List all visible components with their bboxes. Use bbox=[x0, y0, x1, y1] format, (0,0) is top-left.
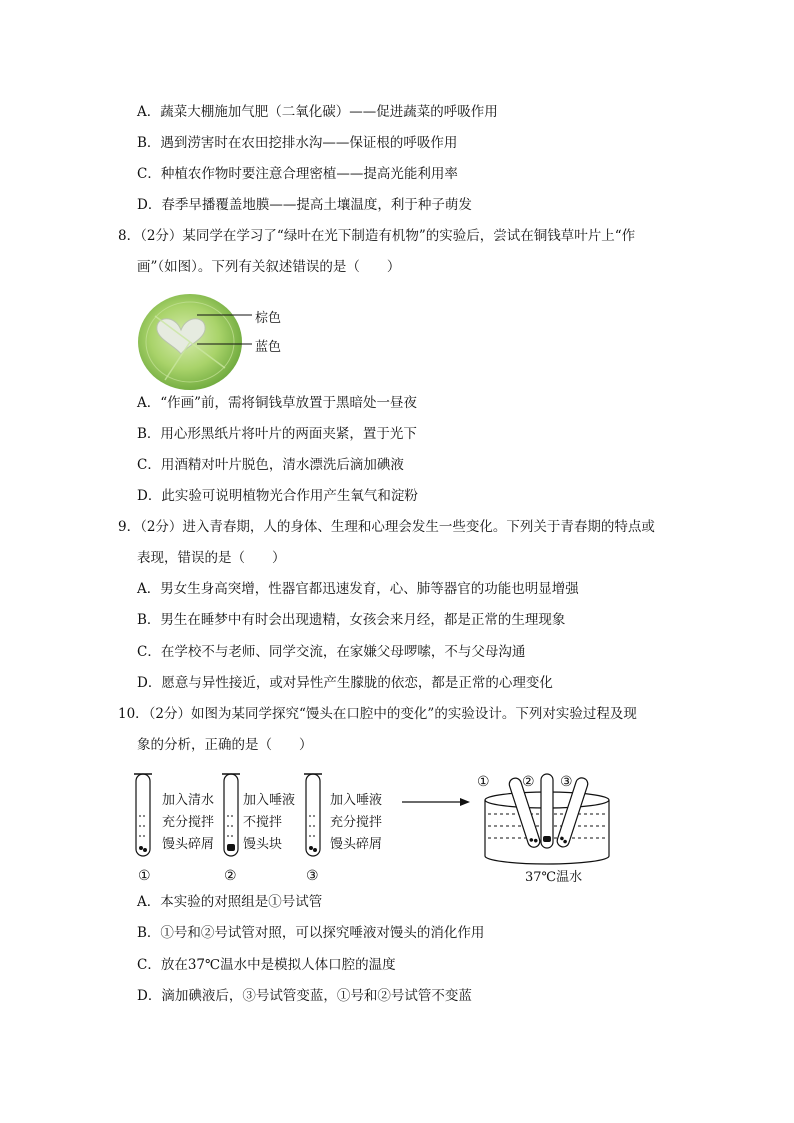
tube2-line3: 馒头块 bbox=[243, 837, 283, 852]
test-tube-2 bbox=[222, 774, 240, 856]
beaker-label: 37℃温水 bbox=[525, 870, 583, 885]
q9-option-b: B．男生在睡梦中有时会出现遗精，女孩会来月经，都是正常的生理现象 bbox=[137, 612, 566, 628]
tube2-line1: 加入唾液 bbox=[243, 793, 296, 808]
q7-option-b: B．遇到涝害时在农田挖排水沟——保证根的呼吸作用 bbox=[137, 135, 458, 151]
q8-option-b: B．用心形黑纸片将叶片的两面夹紧，置于光下 bbox=[137, 426, 417, 442]
tube3-line1: 加入唾液 bbox=[330, 793, 383, 808]
beaker-tube2-number: ② bbox=[522, 774, 535, 790]
q7-option-d: D．春季早播覆盖地膜——提高土壤温度，利于种子萌发 bbox=[137, 197, 472, 213]
q8-option-d: D．此实验可说明植物光合作用产生氧气和淀粉 bbox=[137, 488, 418, 504]
q8-stem-line1: 8．（2分）某同学在学习了“绿叶在光下制造有机物”的实验后，尝试在铜钱草叶片上“作 bbox=[118, 228, 636, 244]
q10-option-a: A．本实验的对照组是①号试管 bbox=[137, 894, 323, 910]
q9-option-c: C．在学校不与老师、同学交流，在家嫌父母啰嗦，不与父母沟通 bbox=[137, 644, 526, 660]
tube3-line2: 充分搅拌 bbox=[330, 815, 383, 830]
q8-option-c: C．用酒精对叶片脱色，清水漂洗后滴加碘液 bbox=[137, 457, 404, 473]
q8-stem-line2: 画”（如图）。下列有关叙述错误的是（ ） bbox=[137, 259, 401, 275]
beaker bbox=[485, 774, 609, 864]
q9-option-d: D．愿意与异性接近，或对异性产生朦胧的依恋，都是正常的心理变化 bbox=[137, 675, 553, 691]
q10-stem-line2: 象的分析，正确的是（ ） bbox=[137, 737, 313, 753]
q8-option-a: A．“作画”前，需将铜钱草放置于黑暗处一昼夜 bbox=[137, 395, 418, 411]
test-tube-3 bbox=[304, 774, 322, 856]
q9-option-a: A．男女生身高突增，性器官都迅速发育，心、肺等器官的功能也明显增强 bbox=[137, 581, 579, 597]
q10-option-b: B．①号和②号试管对照，可以探究唾液对馒头的消化作用 bbox=[137, 925, 485, 941]
q7-option-c: C．种植农作物时要注意合理密植——提高光能利用率 bbox=[137, 166, 458, 182]
tube1-line1: 加入清水 bbox=[162, 793, 215, 808]
test-tube-1 bbox=[134, 774, 152, 856]
label-brown: 棕色 bbox=[255, 311, 282, 326]
q10-stem-line1: 10．（2分）如图为某同学探究“馒头在口腔中的变化”的实验设计。下列对实验过程及现 bbox=[118, 706, 637, 722]
beaker-tube1-number: ① bbox=[477, 774, 490, 790]
tube1-line3: 馒头碎屑 bbox=[162, 837, 215, 852]
tube3-line3: 馒头碎屑 bbox=[330, 837, 383, 852]
q9-stem-line2: 表现，错误的是（ ） bbox=[137, 550, 286, 566]
q9-stem-line1: 9．（2分）进入青春期，人的身体、生理和心理会发生一些变化。下列关于青春期的特点或 bbox=[118, 519, 655, 535]
q7-option-a: A．蔬菜大棚施加气肥（二氧化碳）——促进蔬菜的呼吸作用 bbox=[137, 104, 498, 120]
tube1-line2: 充分搅拌 bbox=[162, 815, 215, 830]
q10-option-c: C．放在37℃温水中是模拟人体口腔的温度 bbox=[137, 957, 396, 973]
beaker-tube3-number: ③ bbox=[560, 774, 573, 790]
q10-option-d: D．滴加碘液后，③号试管变蓝，①号和②号试管不变蓝 bbox=[137, 988, 472, 1004]
label-blue: 蓝色 bbox=[255, 340, 282, 355]
tube2-line2: 不搅拌 bbox=[243, 815, 283, 830]
tube1-number: ① bbox=[138, 868, 151, 884]
tube2-number: ② bbox=[224, 868, 237, 884]
arrow-icon bbox=[402, 798, 470, 806]
tube3-number: ③ bbox=[306, 868, 319, 884]
